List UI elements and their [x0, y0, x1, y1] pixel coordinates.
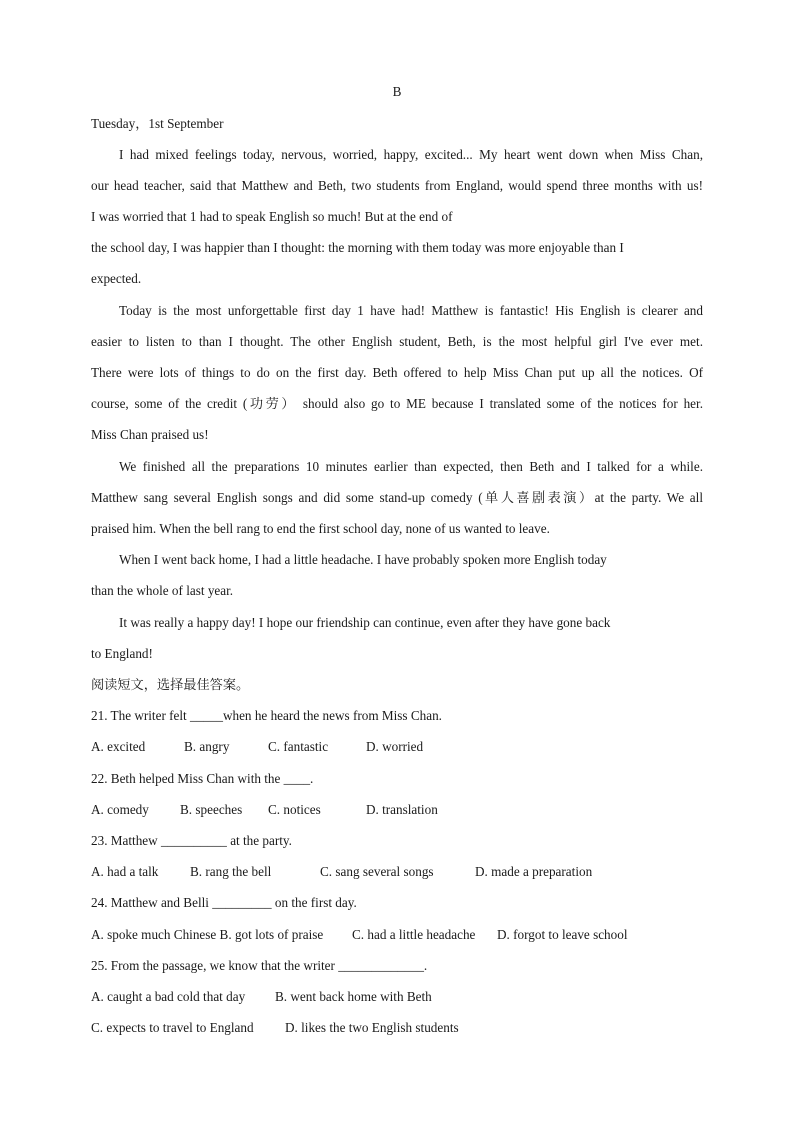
passage-p2-line5: Miss Chan praised us!: [91, 427, 209, 442]
option-a-b[interactable]: A. spoke much Chinese B. got lots of praise: [91, 927, 324, 942]
passage-p2-line1: Today is the most unforgettable first day 1 have had! Matthew is fantastic! His English is clearer and: [119, 303, 703, 318]
question-22-options: [91, 801, 703, 819]
question-25-options-row1: [91, 988, 703, 1006]
passage-p1-line5: expected.: [91, 271, 142, 286]
option-c[interactable]: C. fantastic: [268, 739, 329, 754]
section-letter: B: [392, 84, 402, 99]
passage-p1-line4: the school day, I was happier than I thought: the morning with them today was more enjoyable than I: [91, 240, 624, 255]
question-25-stem: 25. From the passage, we know that the writer _____________.: [91, 958, 428, 973]
option-c[interactable]: C. notices: [268, 802, 321, 817]
option-d[interactable]: D. translation: [366, 802, 438, 817]
passage-p4-line2: than the whole of last year.: [91, 583, 234, 598]
passage-p2-line4: course, some of the credit (功劳） should also go to ME because I translated some of the notices for her.: [91, 396, 703, 411]
passage-p1-line3: I was worried that 1 had to speak English so much! But at the end of: [91, 209, 453, 224]
question-24-options: [91, 926, 703, 944]
passage-p4-line1: When I went back home, I had a little headache. I have probably spoken more English today: [119, 552, 607, 567]
passage-p3-line3: praised him. When the bell rang to end the first school day, none of us wanted to leave.: [91, 521, 550, 536]
option-d[interactable]: D. worried: [366, 739, 424, 754]
passage-p2-line3: There were lots of things to do on the first day. Beth offered to help Miss Chan put up all the notices. Of: [91, 365, 703, 380]
option-b[interactable]: B. rang the bell: [190, 864, 272, 879]
passage-p3-line2: Matthew sang several English songs and did some stand-up comedy (单人喜剧表演）at the party. We all: [91, 490, 703, 505]
question-23-options: [91, 863, 703, 881]
option-a[interactable]: A. excited: [91, 739, 146, 754]
passage-p5-line1: It was really a happy day! I hope our friendship can continue, even after they have gone back: [119, 615, 611, 630]
option-a[interactable]: A. had a talk: [91, 864, 159, 879]
option-b[interactable]: B. went back home with Beth: [275, 989, 432, 1004]
option-d[interactable]: D. made a preparation: [475, 864, 593, 879]
option-b[interactable]: B. speeches: [180, 802, 243, 817]
question-25-options-row2: [91, 1019, 703, 1037]
option-a[interactable]: A. caught a bad cold that day: [91, 989, 246, 1004]
option-c[interactable]: C. expects to travel to England: [91, 1020, 254, 1035]
question-22-stem: 22. Beth helped Miss Chan with the ____.: [91, 771, 314, 786]
instruction: 阅读短文，选择最佳答案。: [91, 677, 250, 692]
question-21-options: [91, 738, 703, 756]
option-c[interactable]: C. sang several songs: [320, 864, 434, 879]
passage-p5-line2: to England!: [91, 646, 153, 661]
question-21-stem: 21. The writer felt _____when he heard the news from Miss Chan.: [91, 708, 442, 723]
option-d[interactable]: D. forgot to leave school: [497, 927, 628, 942]
passage-p1-line2: our head teacher, said that Matthew and Beth, two students from England, would spend three months with us!: [91, 178, 703, 193]
option-b[interactable]: B. angry: [184, 739, 230, 754]
date-line: Tuesday，1st September: [91, 116, 224, 131]
option-c[interactable]: C. had a little headache: [352, 927, 476, 942]
passage-p2-line2: easier to listen to than I thought. The other English student, Beth, is the most helpful girl I've ever met.: [91, 334, 703, 349]
option-a[interactable]: A. comedy: [91, 802, 149, 817]
question-24-stem: 24. Matthew and Belli _________ on the first day.: [91, 895, 357, 910]
passage-p1-line1: I had mixed feelings today, nervous, worried, happy, excited... My heart went down when Miss Chan,: [119, 147, 703, 162]
passage-p3-line1: We finished all the preparations 10 minutes earlier than expected, then Beth and I talked for a while.: [119, 459, 703, 474]
option-d[interactable]: D. likes the two English students: [285, 1020, 459, 1035]
question-23-stem: 23. Matthew __________ at the party.: [91, 833, 292, 848]
